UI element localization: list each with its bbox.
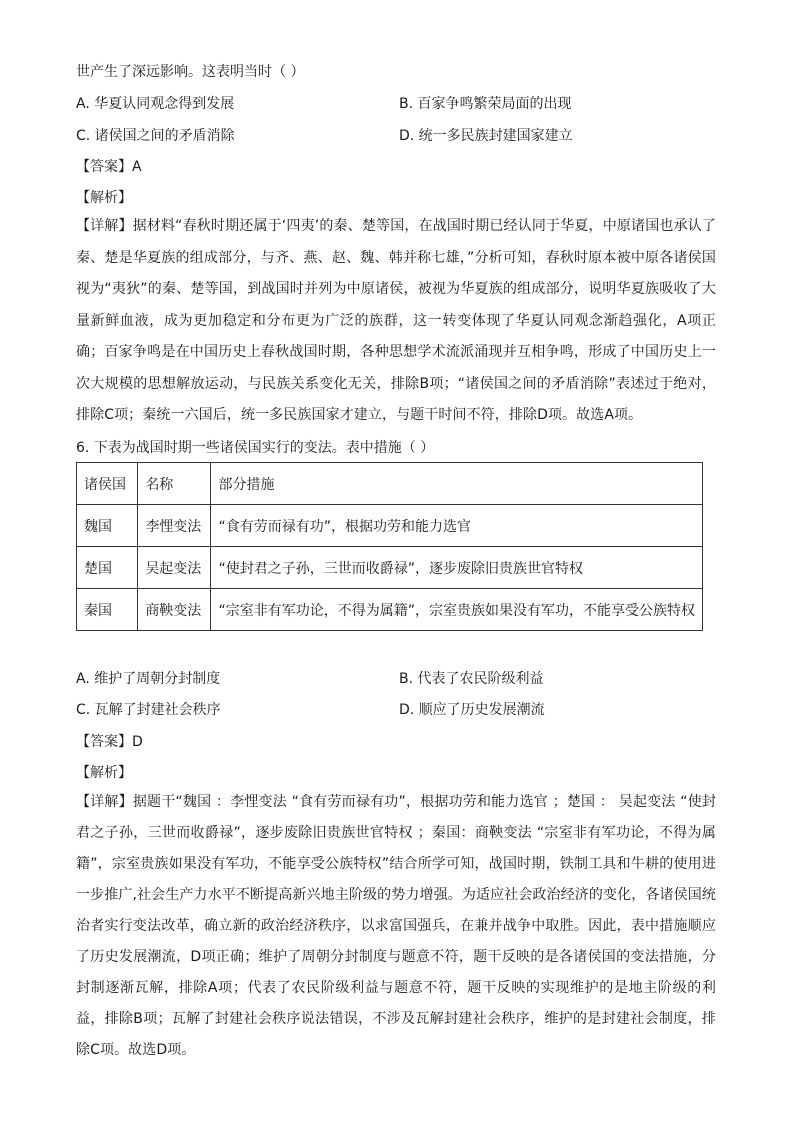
q6-option-d: D. 顺应了历史发展潮流 xyxy=(399,702,545,718)
q5-stem-tail: 世产生了深远影响。这表明当时（ ） xyxy=(76,64,305,80)
table-cell: 魏国 xyxy=(77,505,138,547)
table-row xyxy=(77,505,703,547)
q6-answer: 【答案】D xyxy=(76,734,143,750)
table-header-cell: 部分措施 xyxy=(211,463,703,505)
table-cell: “宗室非有军功论，不得为属籍”，宗室贵族如果没有军功，不能享受公族特权 xyxy=(211,589,703,631)
table-row xyxy=(77,589,703,631)
q5-option-a: A. 华夏认同观念得到发展 xyxy=(76,96,235,112)
table-cell: 秦国 xyxy=(77,589,138,631)
q6-detail: 【详解】据题干“魏国 ：李悝变法 “食有劳而禄有功”，根据功劳和能力选官 ；楚国 ： 吴起变法 “使封君之子孙，三世而收爵禄”，逐步废除旧贵族世官特权 ；秦国：商鞅变法 “宗室非有军功论，不得为属籍”，宗室贵族如果没有军功，不能享受公族特权”结合所学可知，战国时期，铁制工具和牛耕的使用进一步推广,社会生产力水平不断提高新兴地主阶级的势力增强。为适应社会政治经济的变化，各诸侯国统治者实行变法改革，确立新的政治经济秩序，以求富国强兵，在兼并战争中取胜。因此，表中措施顺应了历史发展潮流，D项正确；维护了周朝分封制度与题意不符，题干反映的是各诸侯国的变法措施，分封制逐渐瓦解，排除A项；代表了农民阶级利益与题意不符，题干反映的实现维护的是地主阶级的利益，排除B项；瓦解了封建社会秩序说法错误，不涉及瓦解封建社会秩序，维护的是封建社会制度，排除C项。故选D项。 xyxy=(76,794,716,1058)
table-header-row xyxy=(77,463,703,505)
q6-option-b: B. 代表了农民阶级利益 xyxy=(399,671,544,687)
q5-answer: 【答案】A xyxy=(76,159,142,175)
q6-option-c: C. 瓦解了封建社会秩序 xyxy=(76,702,221,718)
q5-option-b: B. 百家争鸣繁荣局面的出现 xyxy=(399,96,572,112)
q6-stem: 6. 下表为战国时期一些诸侯国实行的变法。表中措施（ ） xyxy=(76,440,435,456)
table-header-cell: 诸侯国 xyxy=(77,463,138,505)
reform-table xyxy=(76,462,703,631)
q5-option-d: D. 统一多民族封建国家建立 xyxy=(399,128,573,144)
table-cell: 吴起变法 xyxy=(138,547,211,589)
q6-analysis-heading: 【解析】 xyxy=(76,765,132,781)
table-row xyxy=(77,547,703,589)
q5-option-c: C. 诸侯国之间的矛盾消除 xyxy=(76,128,235,144)
q5-analysis-heading: 【解析】 xyxy=(76,190,132,206)
table-cell: “使封君之子孙，三世而收爵禄”，逐步废除旧贵族世官特权 xyxy=(211,547,703,589)
q6-option-a: A. 维护了周朝分封制度 xyxy=(76,671,221,687)
table-cell: “食有劳而禄有功”，根据功劳和能力选官 xyxy=(211,505,703,547)
table-cell: 李悝变法 xyxy=(138,505,211,547)
q5-detail: 【详解】据材料“春秋时期还属于‘四夷’的秦、楚等国，在战国时期已经认同于华夏，中原诸国也承认了秦、楚是华夏族的组成部分，与齐、燕、赵、魏、韩并称七雄，”分析可知，春秋时原本被中原各诸侯国视为“夷狄”的秦、楚等国，到战国时并列为中原诸侯，被视为华夏族的组成部分，说明华夏族吸收了大量新鲜血液，成为更加稳定和分布更为广泛的族群，这一转变体现了华夏认同观念渐趋强化，A项正确；百家争鸣是在中国历史上春秋战国时期，各种思想学术流派涌现并互相争鸣，形成了中国历史上一次大规模的思想解放运动，与民族关系变化无关，排除B项；“诸侯国之间的矛盾消除”表述过于绝对，排除C项；秦统一六国后，统一多民族国家才建立，与题干时间不符，排除D项。故选A项。 xyxy=(76,218,716,423)
table-header-cell: 名称 xyxy=(138,463,211,505)
table-cell: 楚国 xyxy=(77,547,138,589)
table-cell: 商鞅变法 xyxy=(138,589,211,631)
